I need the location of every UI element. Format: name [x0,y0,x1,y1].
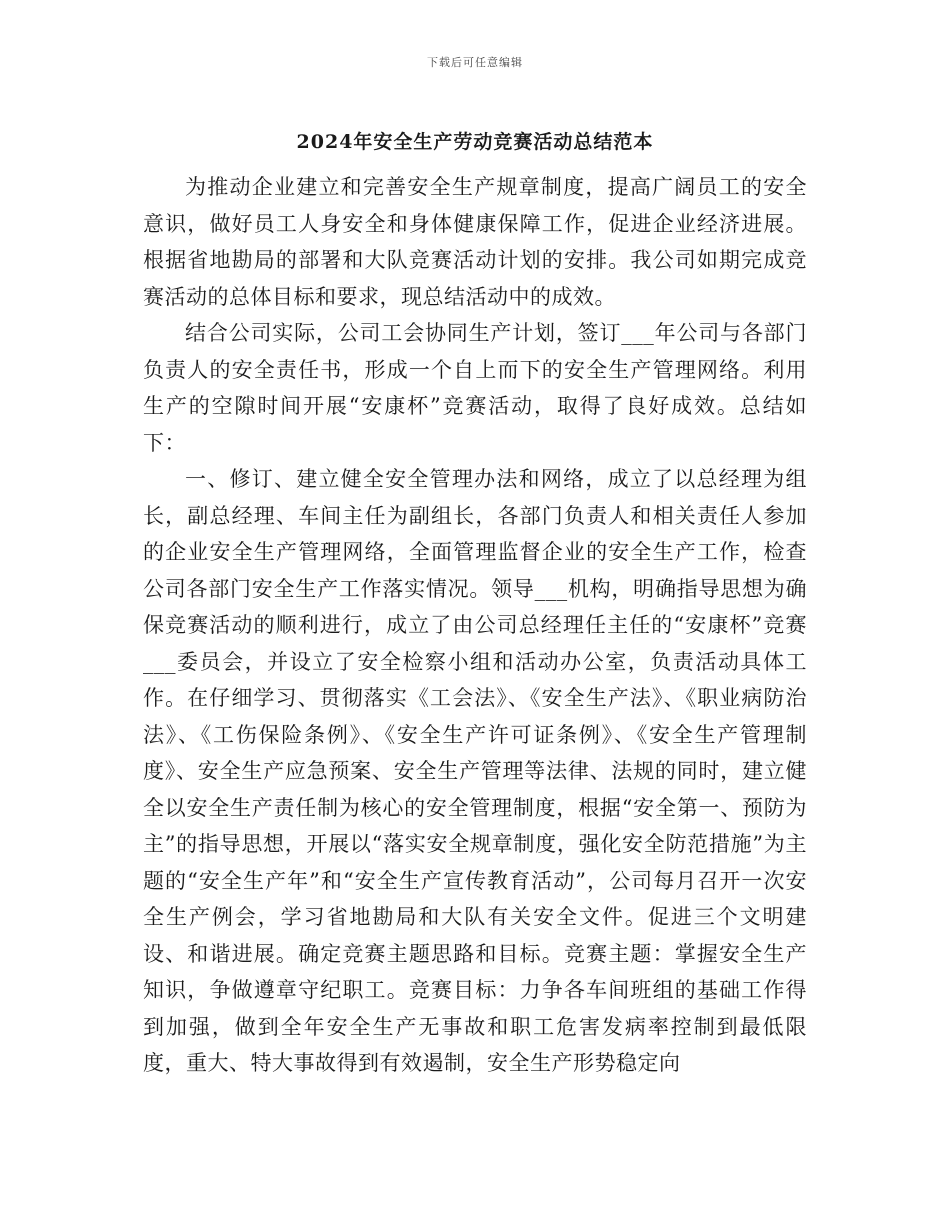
document-title: 2024年安全生产劳动竞赛活动总结范本 [296,131,654,153]
paragraph-intro: 为推动企业建立和完善安全生产规章制度，提高广阔员工的安全意识，做好员工人身安全和身体健康保障工作，促进企业经济进展。根据省地勘局的部署和大队竞赛活动计划的安排。我公司如期完成竞赛活动的总体目标和要求，现总结活动中的成效。 [143,175,807,309]
paragraph-summary-lead: 结合公司实际，公司工会协同生产计划，签订___年公司与各部门负责人的安全责任书，形成一个自上而下的安全生产管理网络。利用生产的空隙时间开展“安康杯”竞赛活动，取得了良好成效。总结如下： [143,321,807,455]
header-note: 下载后可任意编辑 [427,56,523,69]
document-body [143,169,807,1082]
paragraph-section-one: 一、修订、建立健全安全管理办法和网络，成立了以总经理为组长，副总经理、车间主任为副组长，各部门负责人和相关责任人参加的企业安全生产管理网络，全面管理监督企业的安全生产工作，检查公司各部门安全生产工作落实情况。领导___机构，明确指导思想为确保竞赛活动的顺利进行，成立了由公司总经理任主任的“安康杯”竞赛___委员会，并设立了安全检察小组和活动办公室，负责活动具体工作。在仔细学习、贯彻落实《工会法》、《安全生产法》、《职业病防治法》、《工伤保险条例》、《安全生产许可证条例》、《安全生产管理制度》、安全生产应急预案、安全生产管理等法律、法规的同时，建立健全以安全生产责任制为核心的安全管理制度，根据“安全第一、预防为主”的指导思想，开展以“落实安全规章制度，强化安全防范措施”为主题的“安全生产年”和“安全生产宣传教育活动”，公司每月召开一次安全生产例会，学习省地勘局和大队有关安全文件。促进三个文明建设、和谐进展。确定竞赛主题思路和目标。竞赛主题：掌握安全生产知识，争做遵章守纪职工。竞赛目标：力争各车间班组的基础工作得到加强，做到全年安全生产无事故和职工危害发病率控制到最低限度，重大、特大事故得到有效遏制，安全生产形势稳定向 [143,467,807,1075]
